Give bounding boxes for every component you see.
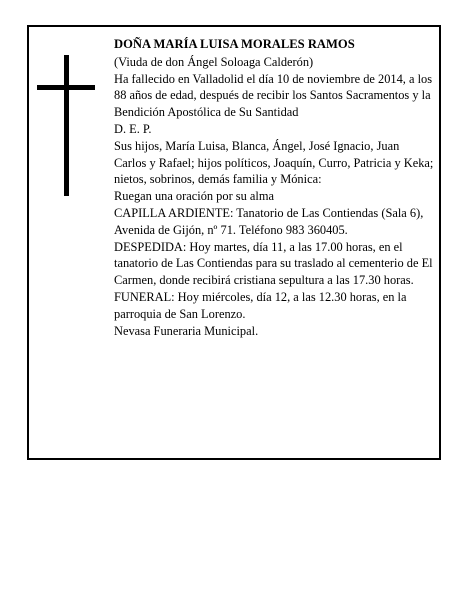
cross-vertical-bar [64, 55, 69, 196]
rest-in-peace-line: D. E. P. [114, 121, 152, 136]
farewell-info: DESPEDIDA: Hoy martes, día 11, a las 17.00 horas, en el tanatorio de Las Contiendas para su traslado al cementerio de El Carmen, donde recibirá cristiana sepultura a las 17.30 horas. [114, 239, 433, 288]
family-members: Sus hijos, María Luisa, Blanca, Ángel, José Ignacio, Juan Carlos y Rafael; hijos políticos, Joaquín, Curro, Patricia y Keka; nietos, sobrinos, demás familia y Mónica: [114, 138, 434, 187]
funeral-mass-info: FUNERAL: Hoy miércoles, día 12, a las 12.30 horas, en la parroquia de San Lorenzo. [114, 289, 407, 321]
death-announcement: Ha fallecido en Valladolid el día 10 de noviembre de 2014, a los 88 años de edad, después de recibir los Santos Sacramentos y la Bendición Apostólica de Su Santidad [114, 71, 433, 120]
deceased-name: DOÑA MARÍA LUISA MORALES RAMOS [114, 37, 355, 51]
funeral-chapel-info: CAPILLA ARDIENTE: Tanatorio de Las Contiendas (Sala 6), Avenida de Gijón, nº 71. Teléfono 983 360405. [114, 205, 424, 237]
cross-horizontal-bar [37, 85, 95, 90]
prayer-request: Ruegan una oración por su alma [114, 189, 274, 204]
obituary-text-block [114, 36, 434, 339]
funeral-home-name: Nevasa Funeraria Municipal. [114, 323, 259, 338]
widow-line: (Viuda de don Ángel Soloaga Calderón) [114, 54, 314, 69]
